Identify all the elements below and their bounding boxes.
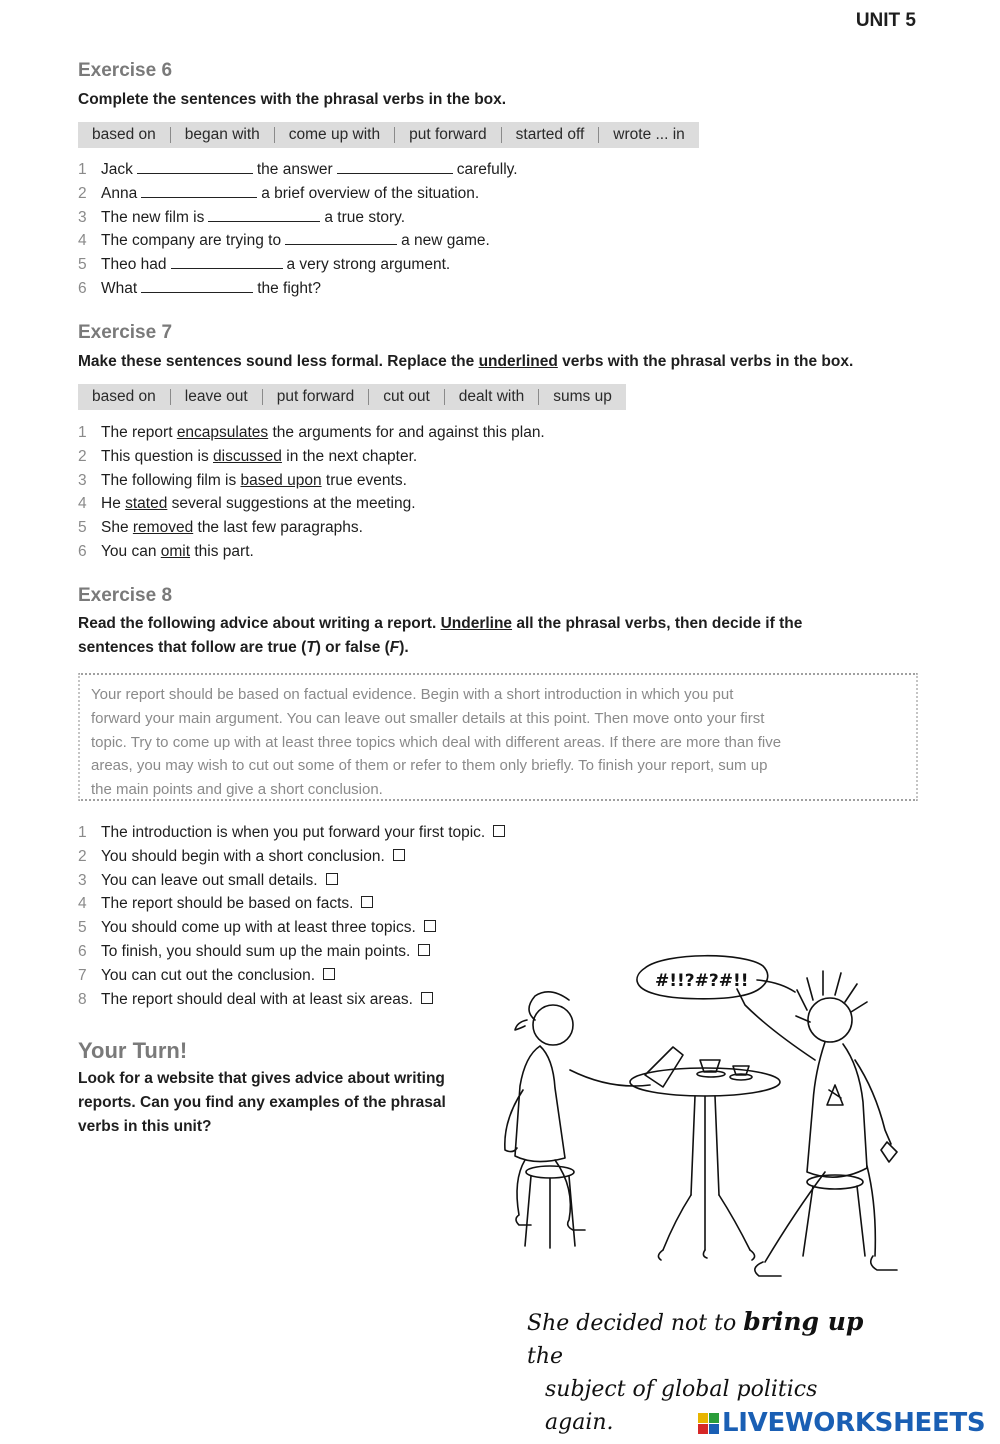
answer-blank[interactable] (337, 159, 453, 174)
logo-text: LIVEWORKSHEETS (722, 1408, 986, 1438)
checkbox[interactable] (323, 968, 335, 980)
exercise-7-word-box (78, 384, 626, 410)
list-item: 6 What the fight? (78, 279, 321, 297)
checkbox[interactable] (493, 825, 505, 837)
advice-line: topic. Try to come up with at least three topics which deal with different areas. If there are more than five (91, 733, 782, 751)
exercise-8-title: Exercise 8 (78, 585, 173, 606)
word-box-item: cut out (383, 388, 430, 405)
word-box-item: started off (515, 126, 585, 143)
list-item: 1 The report encapsulates the arguments for and against this plan. (78, 424, 545, 441)
list-item: 8 The report should deal with at least six areas. (78, 988, 505, 1012)
list-item: 5 You should come up with at least three topics. (78, 916, 505, 940)
your-turn-title: Your Turn! (78, 1038, 188, 1063)
exercise-7-title: Exercise 7 (78, 322, 173, 343)
list-item: 6 To finish, you should sum up the main points. (78, 940, 505, 964)
list-item: 1 The introduction is when you put forward your first topic. (78, 821, 505, 845)
list-item: 3 The new film is a true story. (78, 208, 406, 226)
cartoon-caption: She decided not to bring up the subject of global politics again. (527, 1307, 864, 1435)
list-item: 2 This question is discussed in the next chapter. (78, 447, 418, 465)
list-item: 6 You can omit this part. (78, 542, 254, 560)
logo-icon (698, 1413, 719, 1434)
exercise-7-list (78, 421, 545, 564)
list-item: 5 Theo had a very strong argument. (78, 256, 451, 274)
answer-blank[interactable] (141, 278, 253, 293)
list-item: 4 He stated several suggestions at the meeting. (78, 495, 416, 513)
list-item: 4 The report should be based on facts. (78, 892, 505, 916)
word-box-item: put forward (276, 388, 355, 405)
exercise-7-instruction: Make these sentences sound less formal. Replace the underlined verbs with the phrasal verbs in the box. (78, 353, 854, 370)
word-box-item: sums up (553, 388, 612, 405)
exercise-6-list (78, 158, 518, 301)
answer-blank[interactable] (171, 254, 283, 269)
word-box-item: leave out (184, 388, 248, 405)
exercise-8-list (78, 821, 505, 1011)
liveworksheets-logo[interactable] (698, 1408, 985, 1438)
answer-blank[interactable] (137, 159, 253, 174)
list-item: 3 The following film is based upon true events. (78, 471, 407, 489)
answer-blank[interactable] (141, 183, 257, 198)
checkbox[interactable] (421, 992, 433, 1004)
list-item: 2 You should begin with a short conclusion. (78, 845, 505, 869)
answer-blank[interactable] (285, 230, 397, 245)
advice-line: forward your main argument. You can leave out smaller details at this point. Then move onto your first (91, 709, 765, 727)
answer-blank[interactable] (208, 207, 320, 222)
unit-label: UNIT 5 (855, 10, 916, 31)
word-box-item: put forward (409, 126, 487, 143)
word-box-item: based on (92, 126, 156, 143)
exercise-6-title: Exercise 6 (78, 60, 173, 81)
checkbox[interactable] (393, 849, 405, 861)
your-turn-text: Look for a website that gives advice about writing reports. Can you find any examples of the phrasal verbs in this unit? (78, 1070, 446, 1135)
speech-bubble-text: #!!?#?#!! (655, 971, 749, 991)
advice-text-box (78, 673, 918, 801)
exercise-8-instruction: Read the following advice about writing a report. Underline all the phrasal verbs, then decide if the sentences that follow are true (T) or false (F). (78, 615, 803, 656)
advice-line: Your report should be based on factual evidence. Begin with a short introduction in which you put (91, 686, 734, 703)
list-item: 1 Jack the answer carefully. (78, 161, 518, 178)
list-item: 2 Anna a brief overview of the situation. (78, 184, 480, 202)
advice-line: areas, you may wish to cut out some of them or refer to them only briefly. To finish your report, sum up (91, 757, 768, 775)
list-item: 3 You can leave out small details. (78, 869, 505, 893)
exercise-6-word-box (78, 122, 699, 148)
exercise-6-instruction: Complete the sentences with the phrasal verbs in the box. (78, 91, 507, 108)
word-box-item: began with (184, 126, 260, 143)
advice-line: the main points and give a short conclusion. (91, 781, 383, 799)
checkbox[interactable] (326, 873, 338, 885)
list-item: 5 She removed the last few paragraphs. (78, 519, 363, 537)
word-box-item: wrote ... in (613, 126, 685, 143)
word-box-item: based on (92, 388, 156, 405)
word-box-item: come up with (288, 126, 381, 143)
checkbox[interactable] (418, 944, 430, 956)
checkbox[interactable] (361, 896, 373, 908)
cartoon-illustration (495, 950, 925, 1300)
list-item: 7 You can cut out the conclusion. (78, 964, 505, 988)
checkbox[interactable] (424, 920, 436, 932)
word-box-item: dealt with (458, 388, 525, 405)
list-item: 4 The company are trying to a new game. (78, 232, 490, 250)
